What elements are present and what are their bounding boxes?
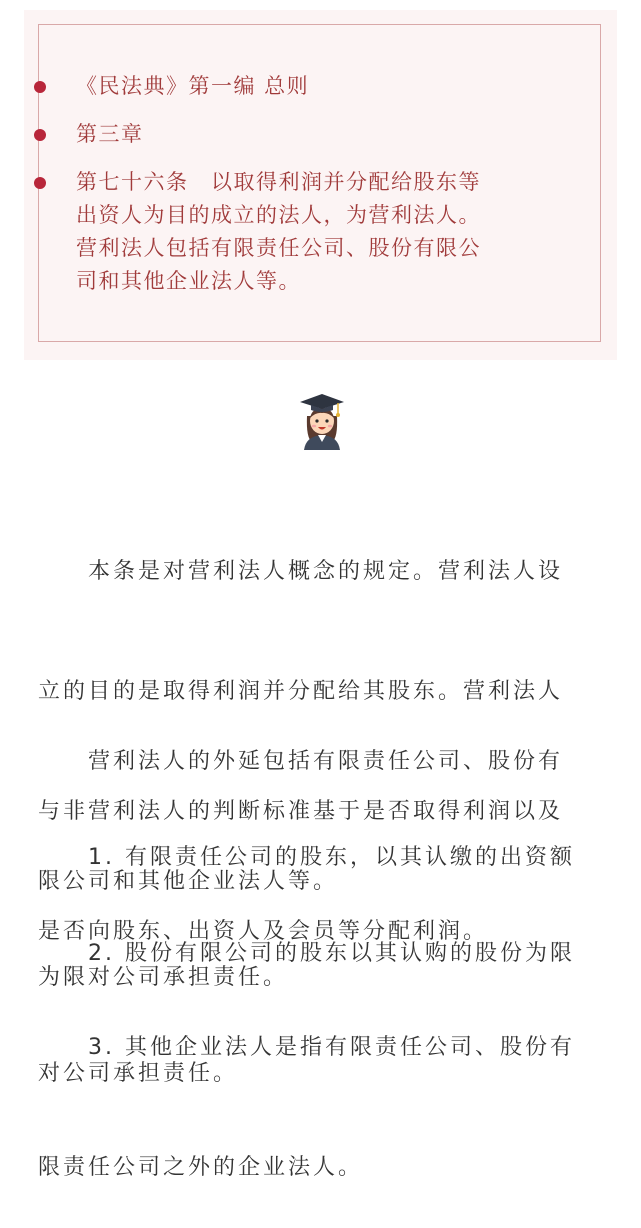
paragraph-item-3	[38, 948, 608, 1228]
bullet-dot	[34, 81, 46, 93]
graduate-girl-icon	[298, 390, 346, 450]
quote-item-article-line-1: 第七十六条 以取得利润并分配给股东等	[76, 170, 481, 194]
paragraph-line: 限公司和其他企业法人等。	[38, 869, 339, 894]
quote-item-article-line-3: 营利法人包括有限责任公司、股份有限公	[76, 236, 481, 260]
bullet-dot	[34, 177, 46, 189]
quote-item-code-line: 《民法典》第一编 总则	[76, 74, 310, 98]
bullet-dot	[34, 129, 46, 141]
quote-item-article-line-2: 出资人为目的成立的法人，为营利法人。	[76, 203, 481, 227]
paragraph-line: 2. 股份有限公司的股东以其认购的股份为限	[38, 941, 575, 966]
paragraph-line: 3. 其他企业法人是指有限责任公司、股份有	[38, 1035, 575, 1060]
paragraph-line: 1. 有限责任公司的股东，以其认缴的出资额	[38, 845, 575, 870]
quote-item-chapter-line: 第三章	[76, 122, 144, 146]
paragraph-line: 营利法人的外延包括有限责任公司、股份有	[38, 749, 564, 774]
paragraph-line: 为限对公司承担责任。	[38, 965, 289, 990]
paragraph-line: 是否向股东、出资人及会员等分配利润。	[38, 919, 489, 944]
paragraph-line: 与非营利法人的判断标准基于是否取得利润以及	[38, 799, 564, 824]
paragraph-line: 限责任公司之外的企业法人。	[38, 1155, 364, 1180]
paragraph-line: 对公司承担责任。	[38, 1061, 239, 1086]
paragraph-line: 本条是对营利法人概念的规定。营利法人设	[38, 559, 564, 584]
paragraph-line: 立的目的是取得利润并分配给其股东。营利法人	[38, 679, 564, 704]
quote-item-article-line-4: 司和其他企业法人等。	[76, 269, 301, 293]
